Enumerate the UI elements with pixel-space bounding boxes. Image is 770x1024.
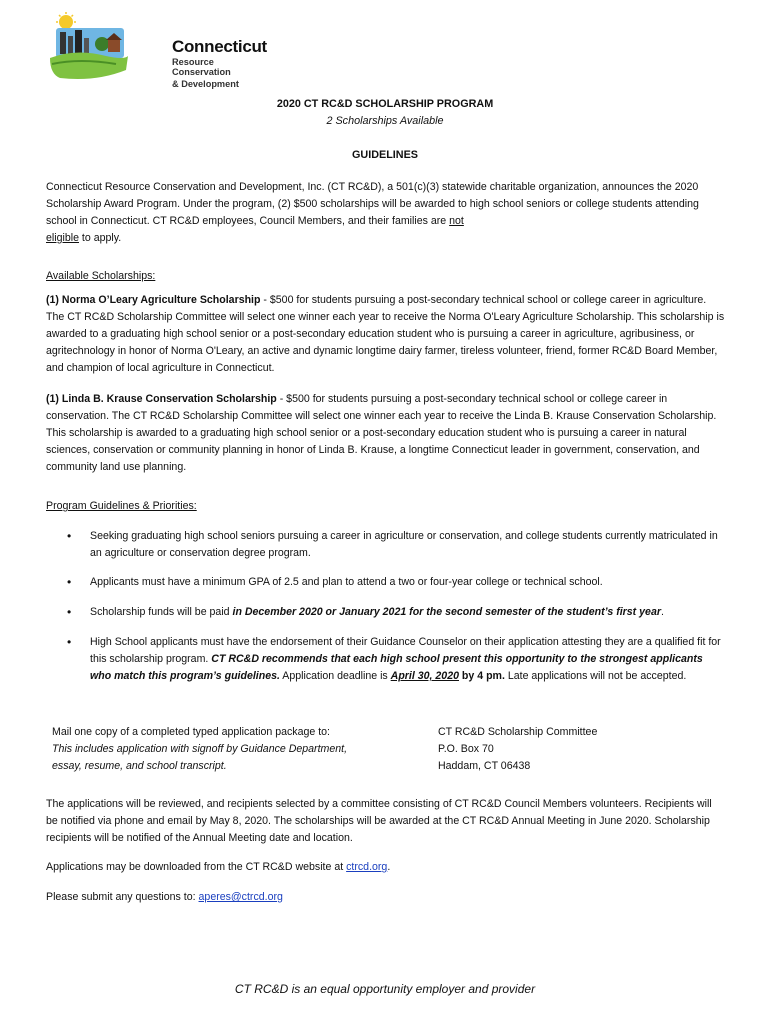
guideline-item-1: • Seeking graduating high school seniors pursuing a career in agriculture or conservation, and college students currently matriculated in an agriculture or conservation degree program. [46,528,726,562]
guideline-item-2: • Applicants must have a minimum GPA of 2.5 and plan to attend a two or four-year college or technical school. [46,574,726,591]
page-subtitle: 2 Scholarships Available [326,115,444,127]
scholarships-heading [46,268,726,285]
guideline-3-post: . [660,606,664,618]
logo-emblem-icon [46,12,136,84]
page-title: 2020 CT RC&D SCHOLARSHIP PROGRAM [276,98,494,110]
footer-statement: CT RC&D is an equal opportunity employer and provider [234,982,536,996]
guidelines-section-heading [46,498,726,515]
scholarship-text-oleary: - $500 for students pursuing a post-secondary technical school or college career in agriculture. The CT RC&D Scholarship Committee will select one winner each year to receive the Norma O'Leary Agriculture Scholarship. This scholarship is awarded to a graduating high school senior or a post-secondary education student who is pursuing a career in agriculture, agribusiness, or agritechnology in honor of Norma O'Leary, an active and dynamic longtime dairy farmer, tireless volunteer, friend, former RC&D Board Member, and champion of local agriculture in Connecticut. [46,294,725,374]
mailing-line-2: This includes application with signoff by Guidance Department, [52,743,348,755]
guideline-4-post: Late applications will not be accepted. [504,670,687,682]
mailing-line-1: Mail one copy of a completed typed application package to: [52,726,330,738]
contact-email-link[interactable]: aperes@ctrcd.org [198,891,283,903]
guideline-3-pre: Scholarship funds will be paid [90,606,233,618]
questions-pre: Please submit any questions to: [46,891,199,903]
mailing-instructions [52,724,412,775]
guidelines-list-2 [46,574,726,591]
download-pre: Applications may be downloaded from the CT RC&D website at [46,861,347,873]
review-paragraph: The applications will be reviewed, and recipients selected by a committee consisting of CT RC&D Council Members volunteers. Recipients will be notified via phone and email by May 8, 2020. The scholarships will be awarded at the CT RC&D Annual Meeting in June 2020. Scholarship recipients will be notified of the Annual Meeting date and location. [46,798,712,844]
deadline-time: by 4 pm. [458,670,505,682]
guidelines-heading-text: Program Guidelines & Priorities: [46,500,197,512]
guideline-4-emphasis: CT RC&D recommends that each high school present this opportunity to the strongest applicants who match this program’s guidelines. [90,653,703,682]
guidelines-list-4 [46,634,726,685]
scholarship-item-oleary [46,292,726,377]
guideline-item-3 [46,604,726,621]
download-post: . [387,861,391,873]
deadline-date: April 30, 2020 [390,670,459,682]
intro-tail: to apply. [78,232,122,244]
not-eligible-underline-2: eligible [46,232,79,244]
guideline-item-4 [46,634,726,685]
not-eligible-underline-1: not [449,215,464,227]
mailing-line-3: essay, resume, and school transcript. [52,760,227,772]
scholarships-heading-text: Available Scholarships: [46,270,156,282]
guidelines-heading: GUIDELINES [352,149,418,161]
scholarship-item-krause [46,391,726,476]
logo-org-sub2: & Development [172,79,239,89]
download-paragraph [46,859,726,876]
website-link[interactable]: ctrcd.org [346,861,388,873]
intro-paragraph [46,179,726,247]
questions-paragraph [46,889,726,906]
intro-text: Connecticut Resource Conservation and Development, Inc. (CT RC&D), a 501(c)(3) statewide charitable organization, announces the 2020 Scholarship Award Program. Under the program, (2) $500 scholarships will be awarded to high school seniors or college students attending school in Connecticut. CT RC&D employees, Council Members, and their families are [46,181,699,227]
address-line-3: Haddam, CT 06438 [438,760,531,772]
address-line-1: CT RC&D Scholarship Committee [438,726,598,738]
scholarship-name-krause: (1) Linda B. Krause Conservation Scholarship [46,393,277,405]
guideline-4-pre: High School applicants must have the endorsement of their Guidance Counselor on their application attesting they are a qualified fit for this scholarship program. [90,636,721,665]
scholarship-text-krause: - $500 for students pursuing a post-secondary technical school or college career in conservation. The CT RC&D Scholarship Committee will select one winner each year to receive the Linda B. Krause Conservation Scholarship. This scholarship is awarded to a graduating high school senior or a post-secondary education student who is pursuing a career in natural sciences, conservation or community planning in honor of Linda B. Krause, a longtime Connecticut leader in government, conservation, and community land use planning. [46,393,717,473]
logo-wordmark [172,38,267,89]
org-logo [46,12,267,89]
scholarship-name-oleary: (1) Norma O’Leary Agriculture Scholarship [46,294,261,306]
address-line-2: P.O. Box 70 [438,743,494,755]
logo-org-sub1: Resource Conservation [172,57,231,77]
guidelines-list-3 [46,604,726,621]
logo-org-name: Connecticut [172,37,267,56]
mailing-address [438,724,728,775]
guidelines-list [46,528,726,562]
guideline-3-emphasis: in December 2020 or January 2021 for the second semester of the student’s first year [232,606,661,618]
guideline-4-mid: Application deadline is [279,670,391,682]
